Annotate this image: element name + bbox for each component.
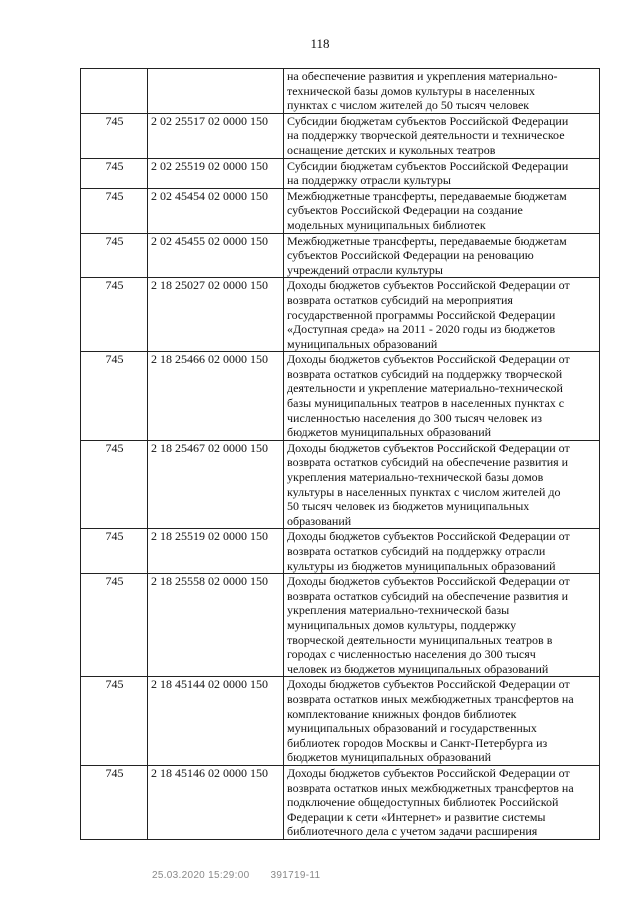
table-row: [81, 677, 600, 766]
revenue-code-cell: 2 18 25558 02 0000 150: [148, 574, 284, 677]
footer-timestamp: 25.03.2020 15:29:00: [152, 870, 250, 881]
revenue-name-line: модельных муниципальных библиотек: [287, 217, 486, 232]
revenue-name-line: 50 тысяч человек из бюджетов муниципальных: [287, 499, 530, 514]
table-row: [81, 765, 600, 839]
table-row: [81, 529, 600, 574]
table-row: [81, 69, 600, 114]
revenue-name-line: технической базы домов культуры в населенных: [287, 83, 535, 98]
revenue-name-cell: [284, 677, 600, 766]
revenue-name-line: творческой деятельности муниципальных театров в: [287, 632, 553, 647]
revenue-name-cell: [284, 352, 600, 441]
revenue-name-line: муниципальных образований: [287, 336, 438, 351]
revenue-name-line: возврата остатков иных межбюджетных трансфертов на: [287, 691, 574, 706]
admin-code-cell: 745: [81, 188, 148, 233]
revenue-name-line: на поддержку отрасли культуры: [287, 173, 451, 188]
revenue-name-line: образований: [287, 513, 352, 528]
revenue-name-line: субъектов Российской Федерации на реновацию: [287, 248, 534, 263]
revenue-name-line: Доходы бюджетов субъектов Российской Федерации от: [287, 574, 570, 589]
revenue-name-line: субъектов Российской Федерации на создание: [287, 203, 523, 218]
revenue-name-line: Межбюджетные трансферты, передаваемые бюджетам: [287, 188, 567, 203]
revenue-name-line: Доходы бюджетов субъектов Российской Федерации от: [287, 440, 570, 455]
table-body: [81, 69, 600, 840]
revenue-code-cell: 2 02 45454 02 0000 150: [148, 188, 284, 233]
revenue-code-cell: 2 18 25519 02 0000 150: [148, 529, 284, 574]
revenue-name-cell: [284, 765, 600, 839]
revenue-name-cell: [284, 113, 600, 158]
revenue-name-line: государственной программы Российской Федерации: [287, 307, 556, 322]
revenue-name-line: пунктах с числом жителей до 50 тысяч человек: [287, 98, 530, 113]
revenue-name-line: на поддержку творческой деятельности и техническое: [287, 128, 565, 143]
table-row: [81, 233, 600, 278]
admin-code-cell: 745: [81, 233, 148, 278]
admin-code-cell: 745: [81, 158, 148, 188]
revenue-name-line: деятельности и укрепление материально-технической: [287, 381, 563, 396]
revenue-name-line: человек из бюджетов муниципальных образований: [287, 661, 549, 676]
revenue-name-line: на обеспечение развития и укрепления материально-: [287, 69, 558, 83]
revenue-name-line: Субсидии бюджетам субъектов Российской Федерации: [287, 158, 569, 173]
revenue-code-cell: 2 18 25027 02 0000 150: [148, 278, 284, 352]
revenue-name-line: муниципальных домов культуры, поддержку: [287, 617, 517, 632]
revenue-name-line: бюджетов муниципальных образований: [287, 750, 492, 765]
revenue-code-cell: 2 18 25466 02 0000 150: [148, 352, 284, 441]
revenue-name-line: возврата остатков субсидий на поддержку творческой: [287, 366, 563, 381]
revenue-name-line: культуры из бюджетов муниципальных образований: [287, 558, 556, 573]
revenue-name-line: городах с численностью населения до 300 тысяч: [287, 647, 536, 662]
revenue-name-line: муниципальных образований и государственных: [287, 721, 537, 736]
admin-code-cell: 745: [81, 677, 148, 766]
revenue-name-cell: [284, 529, 600, 574]
revenue-name-cell: [284, 278, 600, 352]
revenue-name-line: Доходы бюджетов субъектов Российской Федерации от: [287, 677, 570, 692]
admin-code-cell: 745: [81, 574, 148, 677]
revenue-name-line: укрепления материально-технической базы домов: [287, 470, 544, 485]
revenue-name-line: библиотечного дела с учетом задачи расширения: [287, 824, 538, 839]
revenue-name-cell: [284, 440, 600, 529]
table-row: [81, 352, 600, 441]
revenue-code-cell: 2 02 25517 02 0000 150: [148, 113, 284, 158]
revenue-name-line: Доходы бюджетов субъектов Российской Федерации от: [287, 765, 570, 780]
page-number: 118: [310, 36, 330, 51]
admin-code-cell: 745: [81, 529, 148, 574]
admin-code-cell: 745: [81, 440, 148, 529]
revenue-name-line: возврата остатков субсидий на мероприятия: [287, 292, 513, 307]
admin-code-cell: 745: [81, 113, 148, 158]
revenue-classification-table: [80, 68, 600, 840]
revenue-name-line: Субсидии бюджетам субъектов Российской Федерации: [287, 113, 569, 128]
revenue-name-line: Федерации к сети «Интернет» и развитие системы: [287, 809, 546, 824]
revenue-name-line: возврата остатков субсидий на обеспечение развития и: [287, 455, 569, 470]
table-row: [81, 113, 600, 158]
revenue-name-line: возврата остатков иных межбюджетных трансфертов на: [287, 780, 574, 795]
revenue-code-cell: 2 18 45144 02 0000 150: [148, 677, 284, 766]
revenue-name-line: укрепления материально-технической базы: [287, 603, 510, 618]
revenue-name-line: бюджетов муниципальных образований: [287, 425, 492, 440]
admin-code-cell: 745: [81, 278, 148, 352]
revenue-name-line: комплектование книжных фондов библиотек: [287, 706, 517, 721]
revenue-name-line: базы муниципальных театров в населенных пунктах с: [287, 396, 565, 411]
revenue-name-cell: [284, 69, 600, 114]
revenue-name-line: «Доступная среда» на 2011 - 2020 годы из бюджетов: [287, 322, 556, 337]
revenue-name-line: культуры в населенных пунктах с числом жителей до: [287, 484, 561, 499]
revenue-name-line: Доходы бюджетов субъектов Российской Федерации от: [287, 529, 570, 544]
admin-code-cell: [81, 69, 148, 114]
revenue-code-cell: 2 18 25467 02 0000 150: [148, 440, 284, 529]
table-row: [81, 278, 600, 352]
revenue-name-line: возврата остатков субсидий на поддержку отрасли: [287, 544, 546, 558]
table-row: [81, 158, 600, 188]
table-row: [81, 574, 600, 677]
revenue-name-cell: [284, 233, 600, 278]
admin-code-cell: 745: [81, 352, 148, 441]
revenue-name-cell: [284, 188, 600, 233]
revenue-code-cell: 2 18 45146 02 0000 150: [148, 765, 284, 839]
table-row: [81, 188, 600, 233]
revenue-code-cell: 2 02 25519 02 0000 150: [148, 158, 284, 188]
revenue-code-cell: 2 02 45455 02 0000 150: [148, 233, 284, 278]
revenue-code-cell: [148, 69, 284, 114]
footer-doc-id: 391719-11: [270, 870, 321, 881]
revenue-name-line: подключение общедоступных библиотек Российской: [287, 795, 559, 810]
admin-code-cell: 745: [81, 765, 148, 839]
revenue-name-line: Доходы бюджетов субъектов Российской Федерации от: [287, 278, 570, 293]
revenue-name-line: численностью населения до 300 тысяч человек из: [287, 410, 543, 425]
table-row: [81, 440, 600, 529]
revenue-name-line: учреждений отрасли культуры: [287, 262, 443, 277]
revenue-name-line: оснащение детских и кукольных театров: [287, 142, 496, 157]
revenue-name-cell: [284, 158, 600, 188]
revenue-name-line: Доходы бюджетов субъектов Российской Федерации от: [287, 352, 570, 367]
footer: [152, 870, 338, 881]
revenue-name-line: возврата остатков субсидий на обеспечение развития и: [287, 588, 569, 603]
revenue-name-line: Межбюджетные трансферты, передаваемые бюджетам: [287, 233, 567, 248]
revenue-name-line: библиотек городов Москвы и Санкт-Петербурга из: [287, 735, 548, 750]
revenue-name-cell: [284, 574, 600, 677]
